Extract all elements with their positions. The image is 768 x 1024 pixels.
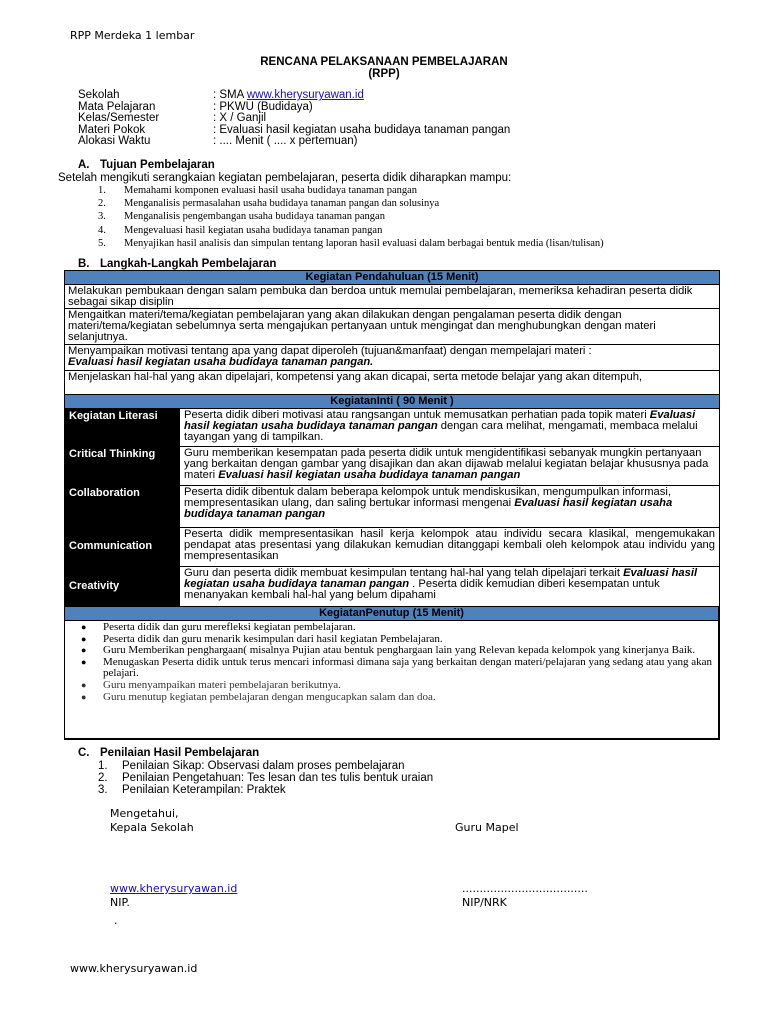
section-c-heading [78, 747, 259, 759]
row-text: Guru memberikan kesempatan pada peserta didik untuk mengidentifikasi sebanyak mungkin pertanyaan yang berkaitan dengan gambar yang disajikan dan akan dijawab melalui kegiatan belajar khususnya pada materi [184, 447, 709, 482]
section-c-num: C. [78, 747, 90, 759]
identity-value: Evaluasi hasil kegiatan usaha budidaya tanaman pangan [219, 123, 511, 136]
list-item: ● Guru menutup kegiatan pembelajaran dengan mengucapkan salam dan doa. [103, 692, 712, 704]
list-num: 4. [98, 224, 106, 236]
list-item: ● Menugaskan Peserta didik untuk terus mencari informasi dimana saja yang berkaitan dengan materi/pelajaran yang sedang atau yang akan pelajari. [103, 657, 712, 680]
page-footer: www.kherysuryawan.id [70, 962, 198, 975]
row-text: Peserta didik diberi motivasi atau rangsangan untuk memusatkan perhatian pada topik materi [184, 409, 650, 421]
section-b-heading [78, 258, 276, 270]
nip-nrk-label: NIP/NRK [462, 896, 507, 909]
row-text: Guru dan peserta didik membuat kesimpulan tentang hal-hal yang telah dipelajari terkait [184, 567, 624, 579]
identity-label: Alokasi Waktu [78, 135, 151, 148]
identity-sep: : [213, 100, 220, 113]
table-row [65, 528, 719, 567]
table-row: Menjelaskan hal-hal yang akan dipelajari, kompetensi yang akan dicapai, serta metode belajar yang akan ditempuh, [65, 371, 719, 397]
list-item: ● Guru Memberikan penghargaan( misalnya Pujian atau bentuk penghargaan lain yang Relevan kepada kelompok yang kinerjanya Baik. [103, 645, 712, 657]
list-item: ● Peserta didik dan guru merefleksi kegiatan pembelajaran. [103, 622, 712, 634]
list-num: 2. [98, 198, 106, 210]
section-b-title: Langkah-Langkah Pembelajaran [100, 258, 277, 270]
identity-label: Materi Pokok [78, 123, 146, 136]
table-row: Mengaitkan materi/tema/kegiatan pembelajaran yang akan dilakukan dengan pengalaman peserta didik dengan materi/tema/kegiatan sebelumnya serta mengajukan pertanyaan untuk mengingat dan menghubungkan dengan materi selanjutnya. [65, 309, 719, 345]
identity-value: .... Menit ( .... x pertemuan) [219, 135, 358, 148]
kepala-sekolah-label: Kepala Sekolah [110, 821, 194, 834]
identity-label: Kelas/Semester [78, 112, 160, 125]
identity-row-alokasi [78, 136, 510, 148]
list-item: ● Peserta didik dan guru menarik kesimpulan dari hasil kegiatan Pembelajaran. [103, 634, 712, 646]
penutup-list [65, 622, 718, 703]
identity-value: X / Ganjil [219, 112, 267, 125]
assessment-list [98, 760, 433, 796]
row-emphasis: Evaluasi hasil kegiatan usaha budidaya tanaman pangan [184, 567, 698, 591]
row-content [179, 447, 719, 485]
list-num: 2. [98, 772, 108, 784]
table-row [65, 486, 719, 528]
list-item [98, 224, 604, 237]
row-text: . Peserta didik kemudian diberi kesempatan untuk menanyakan kembali hal-hal yang belum dipahami [184, 578, 660, 602]
section-b-num: B. [78, 258, 90, 270]
list-item [98, 760, 433, 772]
list-text: Menganalisis permasalahan usaha budidaya tanaman pangan dan solusinya [124, 198, 440, 210]
identity-table [78, 90, 510, 148]
pendahuluan-header: Kegiatan Pendahuluan (15 Menit) [65, 271, 719, 285]
list-num: 5. [98, 237, 106, 249]
list-text: Menyajikan hasil analisis dan simpulan tentang laporan hasil evaluasi dalam berbagai bentuk media (lisan/tulisan) [124, 237, 604, 249]
list-num: 3. [98, 784, 108, 796]
row-label: Creativity [65, 567, 179, 607]
list-item [98, 772, 433, 784]
row-emphasis: Evaluasi hasil kegiatan usaha budidaya tanaman pangan [184, 409, 696, 433]
table-row [65, 447, 719, 486]
identity-sep: : [213, 112, 220, 125]
row-content [179, 567, 719, 607]
identity-sep: : [213, 123, 220, 136]
table-row [65, 567, 719, 607]
row-label: Communication [65, 528, 179, 566]
guru-name-line: .................................... [462, 882, 588, 895]
list-item [98, 784, 433, 796]
identity-sep: : SMA [213, 89, 247, 101]
row-text: dengan cara melihat, mengamati, membaca melalui tayangan yang di tampilkan. [184, 420, 698, 444]
inti-table [64, 394, 720, 608]
section-a-title: Tujuan Pembelajaran [100, 159, 215, 171]
inti-header: KegiatanInti ( 90 Menit ) [65, 395, 719, 409]
list-text: Mengevaluasi hasil kegiatan usaha budidaya tanaman pangan [124, 224, 383, 236]
penutup-table [64, 606, 720, 740]
section-a-num: A. [78, 159, 90, 171]
penutup-header: KegiatanPenutup (15 Menit) [65, 607, 718, 621]
section-a-heading [78, 159, 215, 171]
list-text: Memahami komponen evaluasi hasil usaha budidaya tanaman pangan [124, 185, 418, 196]
list-num: 3. [98, 211, 106, 223]
row-content [179, 409, 719, 446]
page-header: RPP Merdeka 1 lembar [70, 29, 195, 42]
list-text: Penilaian Pengetahuan: Tes lesan dan tes tulis bentuk uraian [122, 772, 434, 784]
table-row: Melakukan pembukaan dengan salam pembuka dan berdoa untuk memulai pembelajaran, memeriksa kehadiran peserta didik sebagai sikap disiplin [65, 285, 719, 309]
identity-row-sekolah [78, 90, 510, 102]
objectives-list [98, 184, 604, 250]
objectives-intro: Setelah mengikuti serangkaian kegiatan pembelajaran, peserta didik diharapkan mampu: [58, 172, 512, 184]
school-link[interactable]: www.kherysuryawan.id [246, 89, 364, 101]
list-num: 1. [98, 760, 108, 772]
list-num: 1. [98, 185, 106, 196]
mengetahui-label: Mengetahui, [110, 807, 179, 820]
list-item [98, 210, 604, 223]
identity-sep: : [213, 135, 220, 148]
row-text: Menyampaikan motivasi tentang apa yang dapat diperoleh (tujuan&manfaat) dengan mempelajari materi : [68, 345, 592, 357]
table-row [65, 409, 719, 447]
row-emphasis: Evaluasi hasil kegiatan usaha budidaya tanaman pangan [184, 497, 673, 521]
table-row [65, 345, 719, 371]
row-emphasis: Evaluasi hasil kegiatan usaha budidaya tanaman pangan. [68, 356, 374, 369]
row-text: Peserta didik dibentuk dalam beberapa kelompok untuk mendiskusikan, mengumpulkan informasi, mempresentasikan ulang, dan saling bertukar informasi mengenai [184, 486, 671, 510]
list-text: Menganalisis pengembangan usaha budidaya tanaman pangan [124, 211, 385, 223]
nip-label: NIP. [110, 896, 130, 909]
list-text: Penilaian Sikap: Observasi dalam proses pembelajaran [122, 760, 405, 772]
guru-mapel-label: Guru Mapel [455, 821, 519, 834]
list-item [98, 197, 604, 210]
doc-subtitle: (RPP) [368, 68, 400, 80]
list-item [98, 237, 604, 250]
doc-title: RENCANA PELAKSANAAN PEMBELAJARAN [260, 56, 508, 68]
row-content [179, 528, 719, 566]
pendahuluan-table [64, 270, 720, 397]
list-text: Penilaian Keterampilan: Praktek [122, 784, 286, 796]
stray-dot: . [114, 914, 118, 927]
row-label: Collaboration [65, 486, 179, 527]
identity-label: Sekolah [78, 89, 120, 101]
kepala-name-link[interactable]: www.kherysuryawan.id [110, 882, 238, 895]
list-item [98, 184, 604, 197]
row-label: Critical Thinking [65, 447, 179, 485]
section-c-title: Penilaian Hasil Pembelajaran [100, 747, 260, 759]
identity-value: PKWU (Budidaya) [219, 100, 313, 113]
row-content [179, 486, 719, 527]
list-item: ● Guru menyampaikan materi pembelajaran berikutnya. [103, 680, 712, 692]
row-label: Kegiatan Literasi [65, 409, 179, 446]
identity-label: Mata Pelajaran [78, 100, 156, 113]
row-emphasis: Evaluasi hasil kegiatan usaha budidaya tanaman pangan [218, 469, 521, 482]
row-text: Peserta didik mempresentasikan hasil kerja kelompok atau individu secara klasikal, mengemukakan pendapat atas presentasi yang dilakukan kemudian ditanggapi kembali oleh kelompok atau individu yang mempresentasikan [184, 528, 715, 563]
